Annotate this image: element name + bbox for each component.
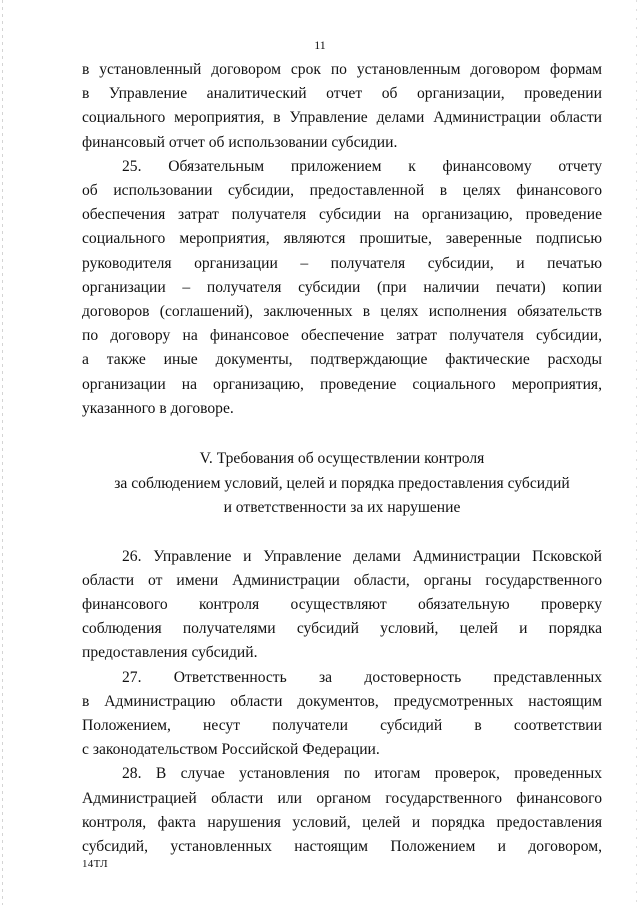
heading-line: и ответственности за их нарушение: [223, 499, 461, 517]
text-line: в Управление аналитический отчет об организации, проведении: [82, 85, 602, 103]
paragraph-26: [82, 545, 602, 666]
text-line: 26. Управление и Управление делами Администрации Псковской: [122, 547, 602, 565]
text-line: в установленный договором срок по установленным договором формам: [82, 61, 602, 78]
text-line: по договору на финансовое обеспечение затрат получателя субсидии,: [82, 327, 602, 345]
text-line: 25. Обязательным приложением к финансовому отчету: [122, 157, 602, 175]
document-body: [82, 58, 602, 859]
heading-line: за соблюдением условий, целей и порядка предоставления субсидий: [114, 474, 570, 492]
text-line: 27. Ответственность за достоверность представленных: [122, 668, 602, 686]
paragraph-27: [82, 666, 602, 763]
section-heading: [82, 447, 602, 521]
text-line: области от имени Администрации области, органы государственного: [82, 571, 602, 589]
text-line: субсидий, установленных настоящим Положением и договором,: [82, 837, 602, 855]
text-line: обеспечения затрат получателя субсидии на организацию, проведение: [82, 206, 602, 224]
text-line: договоров (соглашений), заключенных в целях исполнения обязательств: [82, 303, 602, 321]
text-line: финансовый отчет об использовании субсидии.: [82, 133, 398, 151]
text-line: 28. В случае установления по итогам проверок, проведенных: [122, 765, 602, 783]
page-number: 11: [314, 38, 326, 52]
text-line: организации на организацию, проведение социального мероприятия,: [82, 375, 602, 393]
paragraph-continuation: [82, 58, 602, 155]
text-line: Администрацией области или органом государственного финансового: [82, 789, 602, 807]
text-line: а также иные документы, подтверждающие фактические расходы: [82, 351, 602, 369]
footer-code: 14ТЛ: [82, 858, 108, 870]
text-line: указанного в договоре.: [82, 399, 234, 417]
scan-edge-left: [2, 0, 3, 905]
text-line: руководителя организации – получателя субсидии, и печатью: [82, 254, 602, 272]
text-line: с законодательством Российской Федерации.: [82, 741, 380, 759]
paragraph-25: [82, 155, 602, 421]
paragraph-28: [82, 762, 602, 859]
text-line: контроля, факта нарушения условий, целей и порядка предоставления: [82, 813, 602, 831]
text-line: в Администрацию области документов, предусмотренных настоящим: [82, 692, 602, 710]
heading-line: V. Требования об осуществлении контроля: [199, 450, 485, 468]
text-line: организации – получателя субсидии (при наличии печати) копии: [82, 278, 602, 296]
scan-edge-right: [636, 0, 637, 905]
text-line: социального мероприятия, являются прошитые, заверенные подписью: [82, 230, 602, 248]
text-line: социального мероприятия, в Управление делами Администрации области: [82, 109, 602, 127]
text-line: предоставления субсидий.: [82, 644, 258, 662]
text-line: соблюдения получателями субсидий условий, целей и порядка: [82, 620, 602, 638]
text-line: Положением, несут получатели субсидий в соответствии: [82, 716, 602, 734]
text-line: финансового контроля осуществляют обязательную проверку: [82, 595, 602, 613]
text-line: об использовании субсидии, предоставленной в целях финансового: [82, 182, 602, 200]
